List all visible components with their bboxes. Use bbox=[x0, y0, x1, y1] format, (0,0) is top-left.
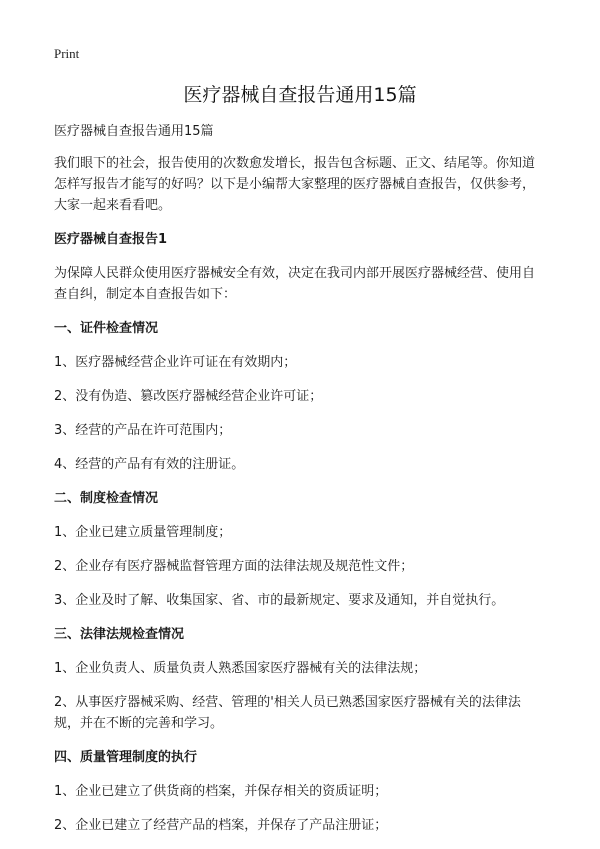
list-item: 1、企业已建立了供货商的档案，并保存相关的资质证明； bbox=[54, 784, 388, 799]
list-item: 2、企业存有医疗器械监督管理方面的法律法规及规范性文件； bbox=[54, 559, 414, 574]
intro-paragraph: 我们眼下的社会，报告使用的次数愈发增长，报告包含标题、正文、结尾等。你知道怎样写报告才能写的好吗？以下是小编帮大家整理的医疗器械自查报告，仅供参考，大家一起来看看吧。 bbox=[54, 156, 536, 213]
list-item: 2、没有伪造、篡改医疗器械经营企业许可证； bbox=[54, 389, 323, 404]
section-heading-quality: 四、质量管理制度的执行 bbox=[54, 750, 198, 765]
list-item: 2、企业已建立了经营产品的档案，并保存了产品注册证； bbox=[54, 818, 388, 833]
list-item: 3、企业及时了解、收集国家、省、市的最新规定、要求及通知，并自觉执行。 bbox=[54, 593, 505, 608]
section-heading-certificates: 一、证件检查情况 bbox=[54, 321, 159, 336]
document-title: 医疗器械自查报告通用15篇 bbox=[183, 84, 417, 106]
report-intro-paragraph: 为保障人民群众使用医疗器械安全有效，决定在我司内部开展医疗器械经营、使用自查自纠，制定本自查报告如下： bbox=[54, 266, 536, 302]
list-item: 4、经营的产品有有效的注册证。 bbox=[54, 457, 245, 472]
section-heading-laws: 三、法律法规检查情况 bbox=[54, 627, 185, 642]
list-item: 1、企业已建立质量管理制度； bbox=[54, 525, 232, 540]
list-item: 1、企业负责人、质量负责人熟悉国家医疗器械有关的法律法规； bbox=[54, 661, 427, 676]
report-heading: 医疗器械自查报告1 bbox=[54, 232, 168, 247]
list-item: 1、医疗器械经营企业许可证在有效期内； bbox=[54, 355, 297, 370]
print-link[interactable]: Print bbox=[54, 46, 80, 61]
section-heading-system: 二、制度检查情况 bbox=[54, 491, 159, 506]
list-item: 2、从事医疗器械采购、经营、管理的'相关人员已熟悉国家医疗器械有关的法律法规，并在不断的完善和学习。 bbox=[54, 695, 521, 731]
document-subtitle: 医疗器械自查报告通用15篇 bbox=[54, 124, 214, 139]
list-item: 3、经营的产品在许可范围内； bbox=[54, 423, 232, 438]
document-body bbox=[54, 121, 546, 849]
